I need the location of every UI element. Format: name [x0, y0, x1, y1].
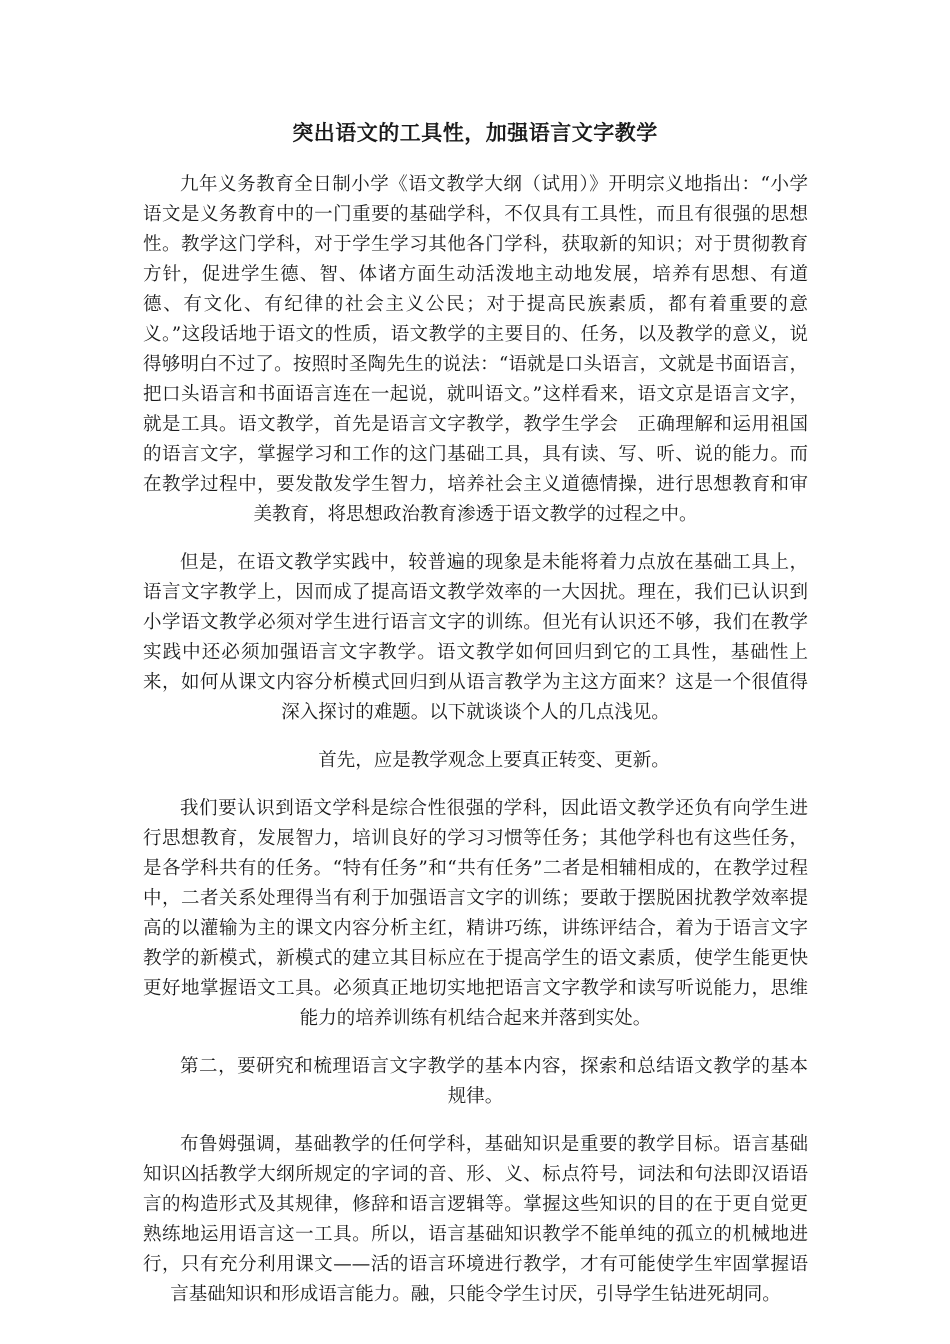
paragraph-5: 第二，要研究和梳理语言文字教学的基本内容，探索和总结语文教学的基本规律。: [180, 1056, 808, 1107]
paragraph-4: 我们要认识到语文学科是综合性很强的学科，因此语文教学还负有向学生进行思想教育，发展智力，培训良好的学习习惯等任务；其他学科也有这些任务，是各学科共有的任务。“特有任务”和“共有任务”二者是相辅相成的，在教学过程中，二者关系处理得当有利于加强语言文字的训练；要敢于摆脱困扰教学效率提高的以灌输为主的课文内容分析主红，精讲巧练，讲练评结合，着为于语言文字教学的新模式，新模式的建立其目标应在于提高学生的语文素质，使学生能更快更好地掌握语文工具。必须真正地切实地把语言文字教学和读写听说能力，思维能力的培养训练有机结合起来并落到实处。: [143, 798, 808, 1029]
paragraph-1: 九年义务教育全日制小学《语文教学大纲（试用）》开明宗义地指出：“小学语文是义务教育中的一门重要的基础学科，不仅具有工具性，而且有很强的思想性。教学这门学科，对于学生学习其他各门学科，获取新的知识；对于贯彻教育方针，促进学生德、智、体诸方面生动活泼地主动地发展，培养有思想、有道德、有文化、有纪律的社会主义公民；对于提高民族素质，都有着重要的意义。”这段话地于语文的性质，语文教学的主要目的、任务，以及教学的意义，说得够明白不过了。按照时圣陶先生的说法：“语就是口头语言，文就是书面语言，把口头语言和书面语言连在一起说，就叫语文。”这样看来，语文京是语言文字，就是工具。语文教学，首先是语言文字教学，教学生学会 正确理解和运用祖国的语言文字，掌握学习和工作的这门基础工具，具有读、写、听、说的能力。而在教学过程中，要发散发学生智力，培养社会主义道德情操，进行思想教育和审美教育，将思想政治教育渗透于语文教学的过程之中。: [143, 174, 808, 525]
paragraph-2: 但是，在语文教学实践中，较普遍的现象是未能将着力点放在基础工具上，语言文字教学上，因而成了提高语文教学效率的一大因扰。理在，我们已认识到小学语文教学必须对学生进行语言文字的训练。但光有认识还不够，我们在教学实践中还必须加强语言文字教学。语文教学如何回归到它的工具性，基础性上来，如何从课文内容分析模式回归到从语言教学为主这方面来？这是一个很值得深入探讨的难题。以下就谈谈个人的几点浅见。: [143, 552, 808, 723]
document-body: [143, 170, 808, 1328]
paragraph-3: 首先，应是教学观念上要真正转变、更新。: [318, 750, 670, 771]
paragraph-6: 布鲁姆强调，基础教学的任何学科，基础知识是重要的教学目标。语言基础知识凶括教学大纲所规定的字词的音、形、义、标点符号，词法和句法即汉语语言的构造形式及其规律，修辞和语言逻辑等。掌握这些知识的目的在于更自觉更熟练地运用语言这一工具。所以，语言基础知识教学不能单纯的孤立的机械地进行，只有充分利用课文——活的语言环境进行教学，才有可能使学生牢固掌握语言基础知识和形成语言能力。融，只能令学生讨厌，引导学生钻进死胡同。: [143, 1134, 808, 1305]
document-title: 突出语文的工具性，加强语言文字教学: [292, 120, 658, 145]
